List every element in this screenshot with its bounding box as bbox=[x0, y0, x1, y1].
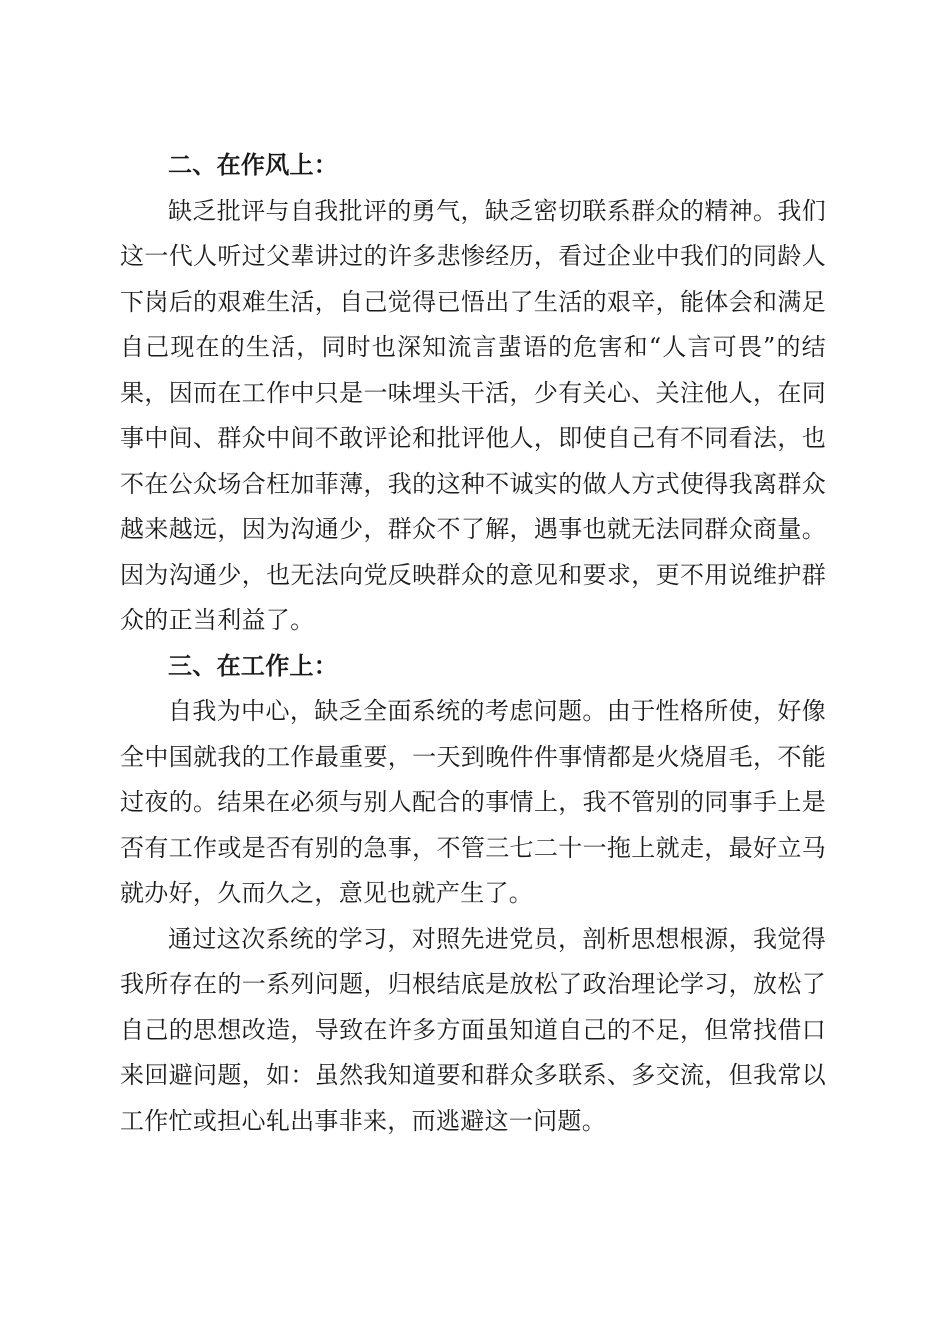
section-paragraph-style: 缺乏批评与自我批评的勇气，缺乏密切联系群众的精神。我们这一代人听过父辈讲过的许多悲惨经历，看过企业中我们的同龄人下岗后的艰难生活，自己觉得已悟出了生活的艰辛，能体会和满足自己现在的生活，同时也深知流言蜚语的危害和“人言可畏”的结果，因而在工作中只是一味埋头干活，少有关心、关注他人，在同事中间、群众中间不敢评论和批评他人，即使自己有不同看法，也不在公众场合枉加菲薄，我的这种不诚实的做人方式使得我离群众越来越远，因为沟通少，群众不了解，遇事也就无法同群众商量。因为沟通少，也无法向党反映群众的意见和要求，更不用说维护群众的正当利益了。 bbox=[120, 196, 826, 634]
conclusion-paragraph: 通过这次系统的学习，对照先进党员，剖析思想根源，我觉得我所存在的一系列问题，归根结底是放松了政治理论学习，放松了自己的思想改造，导致在许多方面虽知道自己的不足，但常找借口来回避问题，如：虽然我知道要和群众多联系、多交流，但我常以工作忙或担心轧出事非来，而逃避这一问题。 bbox=[120, 924, 826, 1135]
document-body bbox=[120, 143, 826, 1144]
section-paragraph-work: 自我为中心，缺乏全面系统的考虑问题。由于性格所使，好像全中国就我的工作最重要，一天到晚件件事情都是火烧眉毛，不能过夜的。结果在必须与别人配合的事情上，我不管别的同事手上是否有工作或是否有别的急事，不管三七二十一拖上就走，最好立马就办好，久而久之，意见也就产生了。 bbox=[120, 697, 826, 907]
section-heading-work: 三、在工作上： bbox=[168, 651, 339, 680]
section-heading-style: 二、在作风上： bbox=[168, 151, 339, 179]
